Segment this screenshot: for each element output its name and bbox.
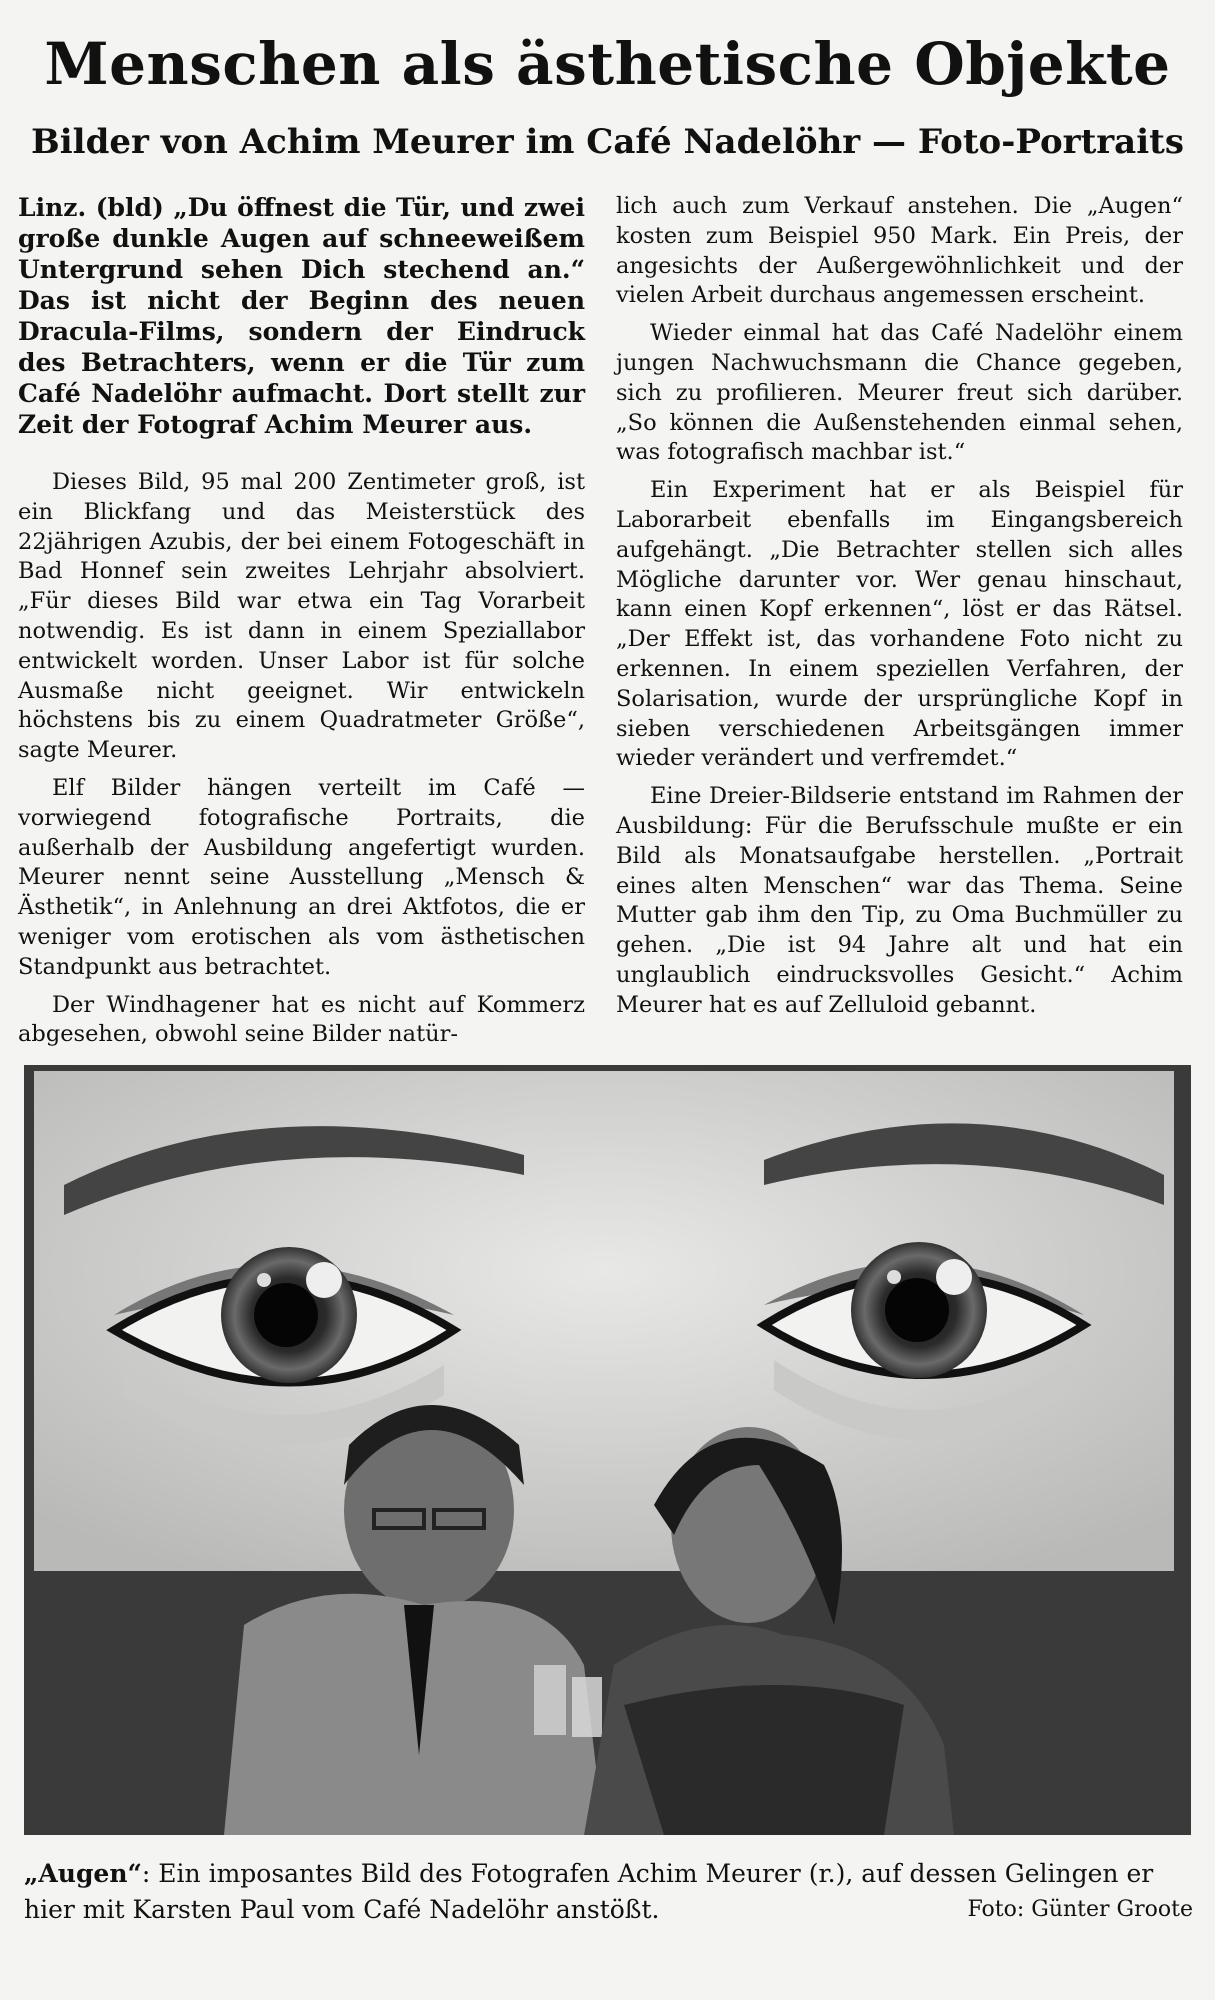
body-paragraph: Elf Bilder hängen verteilt im Café — vorwiegend fotografische Portraits, die außerhalb der Ausbildung angefertigt wurden. Meurer nennt seine Ausstellung „Mensch & Ästhetik“, in Anlehnung an drei Aktfotos, die er weniger vom erotischen als vom ästhetischen Standpunkt aus betrachtet. bbox=[18, 774, 585, 980]
article-subheadline: Bilder von Achim Meurer im Café Nadelöhr — Foto-Portraits bbox=[31, 122, 1184, 162]
article-headline: Menschen als ästhetische Objekte bbox=[44, 30, 1171, 98]
photo-eyes-and-two-men bbox=[24, 1065, 1191, 1835]
photo-credit: Foto: Günter Groote bbox=[967, 1897, 1193, 1922]
lead-paragraph: Linz. (bld) „Du öffnest die Tür, und zwei große dunkle Augen auf schneeweißem Untergrund sehen Dich stechend an.“ Das ist nicht der Beginn des neuen Dracula-Films, sondern der Eindruck des Betrachters, wenn er die Tür zum Café Nadelöhr aufmacht. Dort stellt zur Zeit der Fotograf Achim Meurer aus. bbox=[18, 193, 585, 439]
body-paragraph: Eine Dreier-Bildserie entstand im Rahmen der Ausbildung: Für die Berufsschule mußte er ein Bild als Monatsaufgabe herstellen. „Portrait eines alten Menschen“ war das Thema. Seine Mutter gab ihm den Tip, zu Oma Buchmüller zu gehen. „Die ist 94 Jahre alt und hat ein unglaublich eindrucksvolles Gesicht.“ Achim Meurer hat es auf Zelluloid gebannt. bbox=[616, 783, 1183, 1018]
body-paragraph: Wieder einmal hat das Café Nadelöhr einem jungen Nachwuchsmann die Chance gegeben, sich zu profilieren. Meurer freut sich darüber. „So können die Außenstehenden einmal sehen, was fotografisch machbar ist.“ bbox=[616, 320, 1183, 466]
left-column bbox=[18, 192, 585, 1050]
body-paragraph: Ein Experiment hat er als Beispiel für Laborarbeit ebenfalls im Eingangsbereich aufgehängt. „Die Betrachter stellen sich alles Mögliche darunter vor. Wer genau hinschaut, kann einen Kopf erkennen“, löst er das Rätsel. „Der Effekt ist, das vorhandene Foto nicht zu erkennen. In einem speziellen Verfahren, der Solarisation, wurde der ursprüngliche Kopf in sieben verschiedenen Arbeitsgängen immer wieder verändert und verfremdet.“ bbox=[616, 477, 1183, 772]
caption-lead: „Augen“ bbox=[24, 1859, 142, 1888]
right-column bbox=[616, 192, 1183, 1021]
body-paragraph: Dieses Bild, 95 mal 200 Zentimeter groß, ist ein Blickfang und das Meisterstück des 22jährigen Azubis, der bei einem Fotogeschäft in Bad Honnef sein zweites Lehrjahr absolviert. „Für dieses Bild war etwa ein Tag Vorarbeit notwendig. Es ist dann in einem Speziallabor entwickelt worden. Unser Labor ist für solche Ausmaße nicht geeignet. Wir entwickeln höchstens bis zu einem Quadratmeter Größe“, sagte Meurer. bbox=[18, 469, 585, 764]
body-paragraph: lich auch zum Verkauf anstehen. Die „Augen“ kosten zum Beispiel 950 Mark. Ein Preis, der angesichts der Außergewöhnlichkeit und der vielen Arbeit durchaus angemessen erscheint. bbox=[616, 193, 1183, 309]
caption-text: : Ein imposantes Bild des Fotografen Achim Meurer (r.), auf dessen Gelingen er hier mit Karsten Paul vom Café Nadelöhr anstößt. bbox=[24, 1859, 1154, 1924]
body-paragraph: Der Windhagener hat es nicht auf Kommerz abgesehen, obwohl seine Bilder natür- bbox=[18, 991, 585, 1048]
article-photo bbox=[24, 1065, 1191, 1835]
